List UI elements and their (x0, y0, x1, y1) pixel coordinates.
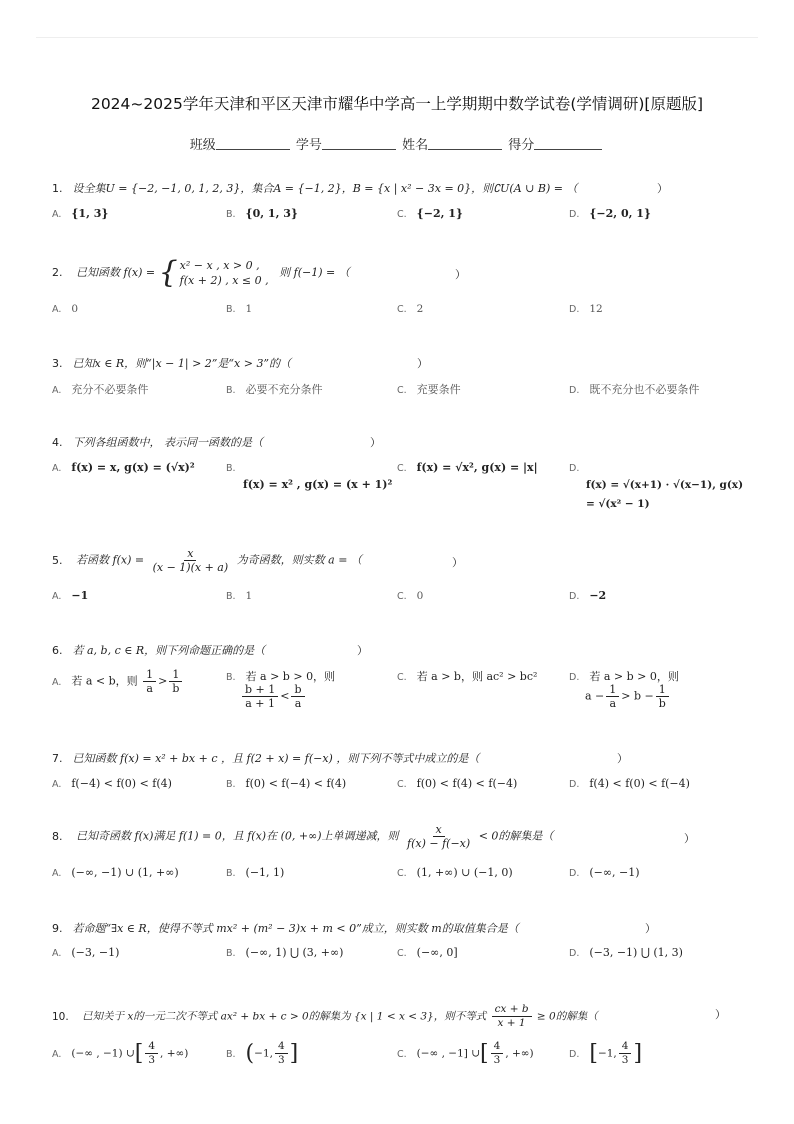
header-rule (36, 37, 758, 38)
option-value: −2 (589, 589, 607, 602)
answer-paren: ） (617, 752, 628, 765)
numerator: 4 (491, 1040, 504, 1054)
answer-paren: ） (452, 556, 463, 569)
option-d-expression (585, 683, 671, 710)
option-b[interactable] (226, 668, 335, 684)
score-blank (534, 137, 602, 150)
option-d-line-1 (586, 479, 743, 491)
question-number: 3. (52, 357, 63, 370)
class-blank (216, 137, 290, 150)
question-number: 9. (52, 922, 63, 935)
option-b[interactable] (226, 302, 252, 315)
option-c[interactable] (397, 589, 423, 602)
option-c[interactable] (397, 1040, 534, 1067)
option-label: D. (569, 463, 580, 474)
question-5 (52, 547, 362, 574)
option-b-expression (240, 683, 307, 710)
student-id-label: 学号 (295, 138, 322, 153)
fraction (145, 1040, 158, 1067)
option-label: B. (226, 672, 236, 683)
option-value: 0 (416, 590, 424, 602)
option-a[interactable] (52, 777, 172, 790)
option-d[interactable] (569, 866, 640, 879)
option-d[interactable] (569, 207, 651, 220)
option-c[interactable] (397, 461, 538, 474)
option-value: {0, 1, 3} (245, 207, 298, 220)
question-text: 下列各组函数中， 表示同一函数的是（ (72, 436, 263, 449)
question-6 (52, 642, 265, 658)
question-number: 1. (52, 182, 63, 195)
option-value: 若 a < b，则 (71, 674, 138, 688)
denominator: f(x) − f(−x) (407, 837, 471, 850)
option-label: A. (52, 676, 62, 688)
denominator: a (146, 682, 153, 695)
option-label: B. (226, 948, 236, 959)
numerator: 1 (169, 668, 182, 682)
option-label: B. (226, 591, 236, 602)
answer-paren: ） (715, 1008, 726, 1021)
question-number: 5. (52, 553, 63, 567)
option-label: B. (226, 304, 236, 315)
option-d[interactable] (569, 1040, 642, 1067)
option-a[interactable] (52, 668, 184, 695)
question-suffix: < 0的解集是（ (478, 829, 554, 843)
option-label: A. (52, 209, 62, 220)
bracket-glyph: [ (480, 1041, 489, 1066)
fraction (492, 1003, 532, 1030)
option-value: (−∞, −1) (589, 866, 640, 879)
question-number: 4. (52, 436, 63, 449)
option-label: C. (397, 1048, 407, 1060)
denominator: 3 (493, 1054, 501, 1066)
option-label: B. (226, 868, 236, 879)
question-suffix: ≥ 0的解集（ (536, 1010, 598, 1023)
option-c[interactable] (397, 207, 463, 220)
option-label: D. (569, 209, 580, 220)
question-text: 已知x ∈ R，则“|x − 1| > 2”是“x > 3”的（ (72, 357, 292, 370)
option-value: −1 (71, 589, 89, 602)
option-d[interactable] (569, 668, 679, 684)
question-text: 设全集U = {−2, −1, 0, 1, 2, 3}，集合A = {−1, 2}，B = {x | x² − 3x = 0}，则∁U(A ∪ B) = （ (72, 182, 578, 195)
option-value: 1 (245, 590, 253, 602)
question-suffix: 为奇函数，则实数 a = （ (236, 553, 362, 567)
option-label: A. (52, 463, 62, 474)
question-prefix: 已知奇函数 f(x)满足 f(1) = 0，且 f(x)在 (0, +∞)上单调递减，则 (76, 829, 399, 843)
option-value: (−∞ , −1] ∪ (416, 1047, 481, 1060)
answer-paren: ） (657, 182, 668, 195)
option-label: D. (569, 385, 580, 396)
numerator: cx + b (492, 1003, 532, 1017)
option-c[interactable] (397, 777, 517, 790)
option-b-value (243, 478, 392, 491)
question-7 (52, 750, 479, 766)
name-blank (428, 137, 502, 150)
option-label: A. (52, 868, 62, 879)
fraction (491, 1040, 504, 1067)
option-label: C. (397, 868, 407, 879)
denominator: b (658, 697, 666, 710)
student-id-blank (322, 137, 396, 150)
option-value: 1 (245, 303, 253, 315)
option-c[interactable] (397, 946, 458, 959)
numerator: 1 (143, 668, 156, 682)
question-10 (52, 1003, 598, 1030)
denominator: 3 (148, 1054, 156, 1066)
option-d[interactable] (569, 589, 606, 602)
option-label: D. (569, 868, 580, 879)
bracket-glyph: [ (134, 1041, 144, 1066)
option-value: = √(x² − 1) (586, 498, 650, 510)
option-value: f(x) = x, g(x) = (√x)² (71, 461, 195, 474)
option-label: A. (52, 591, 62, 602)
question-number: 2. (52, 266, 63, 279)
option-a[interactable] (52, 381, 148, 397)
option-label: D. (569, 948, 580, 959)
option-a[interactable] (52, 589, 88, 602)
operator: > (158, 674, 168, 688)
denominator: b (172, 682, 180, 695)
option-value: 12 (589, 303, 603, 315)
option-label: C. (397, 672, 407, 683)
option-value: f(x) = √x², g(x) = |x| (416, 461, 538, 474)
option-c[interactable] (397, 866, 513, 879)
option-value: (−1, 1) (245, 866, 285, 879)
option-value: f(x) = √(x+1) · √(x−1), g(x) (586, 479, 744, 491)
question-4 (52, 434, 263, 450)
question-number: 8. (52, 829, 63, 843)
option-b[interactable] (226, 777, 346, 790)
denominator: x + 1 (497, 1017, 526, 1029)
question-text: 已知函数 f(x) = x² + bx + c ，且 f(2 + x) = f(−x) ，则下列不等式中成立的是（ (72, 752, 480, 765)
option-label: C. (397, 779, 407, 790)
question-text: 若 a, b, c ∈ R，则下列命题正确的是（ (72, 644, 266, 657)
fraction (656, 683, 669, 710)
question-2 (52, 255, 350, 290)
option-value: 0 (71, 303, 79, 315)
option-c[interactable] (397, 302, 423, 315)
numerator: 4 (619, 1040, 632, 1054)
numerator: b (291, 683, 304, 697)
question-number: 6. (52, 644, 63, 657)
option-label: D. (569, 304, 580, 315)
option-label: C. (397, 591, 407, 602)
option-value: f(x) = x² , g(x) = (x + 1)² (243, 478, 393, 491)
option-value: 既不充分也不必要条件 (589, 383, 700, 396)
option-value: 若 a > b > 0，则 (589, 670, 679, 683)
answer-paren: ） (357, 644, 368, 657)
question-number: 7. (52, 752, 63, 765)
option-value: , +∞) (160, 1047, 189, 1060)
option-label: C. (397, 463, 407, 474)
option-b[interactable] (226, 1040, 298, 1067)
option-label: D. (569, 779, 580, 790)
option-value: 充分不必要条件 (71, 383, 149, 396)
option-value: −1, (254, 1047, 273, 1060)
option-label: A. (52, 385, 62, 396)
denominator: a (609, 697, 617, 710)
option-value: 充要条件 (416, 383, 461, 396)
option-value: (−∞, −1) ∪ (1, +∞) (71, 866, 179, 879)
fraction (606, 683, 619, 710)
bracket-glyph: ] (633, 1041, 643, 1066)
operator: < (280, 689, 290, 703)
option-d-line-2 (586, 498, 650, 510)
question-9 (52, 920, 519, 936)
option-a[interactable] (52, 302, 78, 315)
option-d[interactable] (569, 946, 683, 959)
option-d[interactable] (569, 461, 589, 474)
numerator: x (433, 823, 445, 837)
option-value: (−∞ , −1) ∪ (71, 1047, 135, 1060)
option-d[interactable] (569, 381, 699, 397)
expression-part: > b − (621, 689, 654, 703)
question-suffix: 则 f(−1) = （ (279, 266, 350, 279)
option-label: D. (569, 1048, 580, 1060)
question-1 (52, 180, 577, 196)
question-text: 若命题“∃x ∈ R，使得不等式 mx² + (m² − 3)x + m < 0”成立，则实数 m的取值集合是（ (72, 922, 519, 935)
option-value: (1, +∞) ∪ (−1, 0) (416, 866, 513, 879)
question-8 (52, 823, 553, 850)
denominator: a (294, 697, 302, 710)
numerator: 1 (656, 683, 669, 697)
option-value: −1, (597, 1047, 617, 1060)
fraction (143, 668, 156, 695)
answer-paren: ） (684, 832, 695, 845)
denominator: 3 (621, 1054, 629, 1066)
numerator: 4 (145, 1040, 158, 1054)
fraction (150, 547, 232, 574)
option-c[interactable] (397, 668, 537, 684)
option-value: 2 (416, 303, 424, 315)
fraction (275, 1040, 288, 1067)
answer-paren: ） (645, 922, 656, 935)
option-label: D. (569, 591, 580, 602)
fraction (404, 823, 473, 850)
option-d[interactable] (569, 302, 603, 315)
option-value: f(4) < f(0) < f(−4) (589, 777, 690, 790)
option-b[interactable] (226, 946, 343, 959)
option-label: B. (226, 779, 236, 790)
option-b[interactable] (226, 589, 252, 602)
expression-part: a − (585, 689, 605, 703)
option-label: A. (52, 779, 62, 790)
option-label: A. (52, 1048, 62, 1060)
option-a[interactable] (52, 461, 195, 474)
option-label: B. (226, 385, 236, 396)
option-a[interactable] (52, 207, 108, 220)
option-b[interactable] (226, 866, 284, 879)
option-value: f(0) < f(−4) < f(4) (245, 777, 347, 790)
option-label: C. (397, 948, 407, 959)
option-a[interactable] (52, 1040, 188, 1067)
option-value: 若 a > b > 0，则 (245, 670, 336, 683)
option-value: {−2, 0, 1} (589, 207, 651, 220)
denominator: (x − 1)(x + a) (152, 561, 229, 574)
question-number: 10. (52, 1010, 69, 1023)
denominator: 3 (277, 1054, 285, 1066)
numerator: 1 (606, 683, 619, 697)
piecewise-case-1: x² − x , x > 0 , (179, 259, 260, 272)
option-value: (−3, −1) ⋃ (1, 3) (589, 946, 683, 959)
option-label: B. (226, 209, 236, 220)
denominator: a + 1 (245, 697, 276, 710)
student-info-line (0, 134, 794, 153)
class-label: 班级 (189, 138, 216, 153)
option-label: C. (397, 209, 407, 220)
bracket-glyph: ] (289, 1041, 299, 1066)
fraction (169, 668, 182, 695)
option-b[interactable] (226, 381, 323, 397)
score-label: 得分 (508, 138, 535, 153)
option-label: D. (569, 672, 580, 683)
option-a[interactable] (52, 866, 179, 879)
answer-paren: ） (455, 268, 466, 281)
option-b[interactable] (226, 207, 298, 220)
name-label: 姓名 (402, 138, 429, 153)
option-label: A. (52, 948, 62, 959)
option-label: B. (226, 1048, 236, 1060)
option-a[interactable] (52, 946, 119, 959)
paren-glyph: ( (245, 1041, 255, 1066)
question-prefix: 已知函数 f(x) = (76, 266, 156, 279)
fraction (619, 1040, 632, 1067)
option-value: 必要不充分条件 (245, 383, 323, 396)
brace-icon: { (158, 255, 178, 290)
option-label: B. (226, 463, 236, 474)
option-d[interactable] (569, 777, 690, 790)
option-b[interactable] (226, 461, 246, 474)
question-3 (52, 355, 291, 371)
answer-paren: ） (417, 357, 428, 370)
answer-paren: ） (370, 436, 381, 449)
option-value: 若 a > b，则 ac² > bc² (416, 670, 538, 683)
bracket-glyph: [ (589, 1041, 598, 1066)
fraction (242, 683, 278, 710)
option-c[interactable] (397, 381, 461, 397)
numerator: b + 1 (242, 683, 278, 697)
option-value: , +∞) (505, 1047, 534, 1060)
piecewise-case-2: f(x + 2) , x ≤ 0 , (179, 274, 269, 287)
numerator: 4 (275, 1040, 288, 1054)
option-value: (−3, −1) (71, 946, 120, 959)
option-value: (−∞, 1) ⋃ (3, +∞) (245, 946, 344, 959)
question-prefix: 已知关于 x的一元二次不等式 ax² + bx + c > 0的解集为 {x | 1 < x < 3}，则不等式 (82, 1010, 487, 1023)
option-label: C. (397, 304, 407, 315)
option-label: C. (397, 385, 407, 396)
question-prefix: 若函数 f(x) = (76, 553, 145, 567)
option-value: f(−4) < f(0) < f(4) (71, 777, 172, 790)
piecewise-function (158, 255, 269, 290)
option-value: {−2, 1} (416, 207, 463, 220)
page-title: 2024~2025学年天津和平区天津市耀华中学高一上学期期中数学试卷(学情调研)[原题版] (90, 95, 704, 113)
option-label: A. (52, 304, 62, 315)
option-value: {1, 3} (71, 207, 109, 220)
option-value: f(0) < f(4) < f(−4) (416, 777, 518, 790)
fraction (291, 683, 304, 710)
option-value: (−∞, 0] (416, 946, 458, 959)
numerator: x (184, 547, 196, 561)
